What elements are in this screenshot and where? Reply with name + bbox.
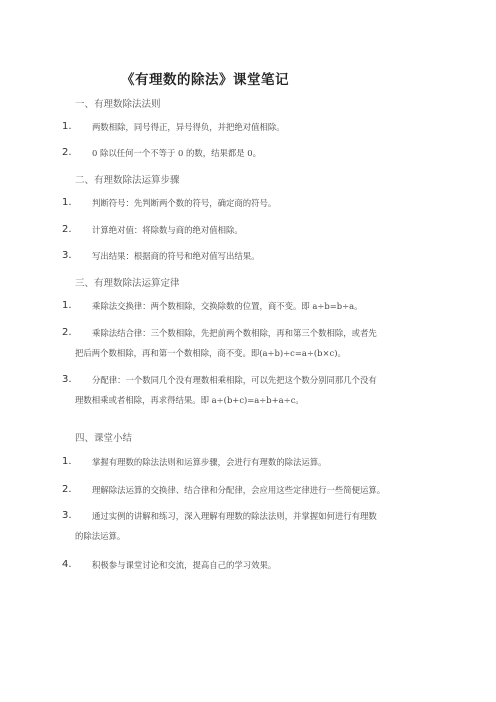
item-text: 0 除以任何一个不等于 0 的数，结果都是 0。: [92, 148, 262, 158]
item-number: 4.: [62, 559, 72, 570]
item-number: 1.: [62, 300, 72, 311]
item-number: 1.: [62, 456, 72, 467]
item-text: 乘除法交换律：两个数相除，交换除数的位置，商不变。即 a÷b=b÷a。: [92, 301, 363, 311]
item-text: 乘除法结合律：三个数相除，先把前两个数相除，再和第三个数相除，或者先: [92, 328, 377, 338]
list-item: [62, 555, 432, 575]
item-text: 掌握有理数的除法法则和运算步骤，会进行有理数的除法运算。: [92, 457, 327, 467]
item-text: 计算绝对值：将除数与商的绝对值相除。: [92, 225, 243, 235]
item-number: 2.: [62, 484, 72, 495]
list-item: [62, 296, 432, 316]
list-item: [62, 193, 432, 213]
section-heading: 二、有理数除法运算步骤: [75, 175, 180, 186]
item-text: 分配律：一个数同几个没有理数相乘相除，可以先把这个数分别同那几个没有: [92, 375, 377, 385]
list-item: [62, 143, 432, 163]
item-number: 3.: [62, 374, 72, 385]
list-item: [62, 323, 432, 363]
item-text: 积极参与课堂讨论和交流，提高自己的学习效果。: [92, 560, 277, 570]
section-heading: 三、有理数除法运算定律: [75, 278, 180, 289]
item-number: 2.: [62, 327, 72, 338]
item-text-continued: 理数相乘或者相除，再求得结果。即 a÷(b+c)=a÷b+a÷c。: [75, 395, 304, 405]
item-number: 2.: [62, 147, 72, 158]
item-number: 3.: [62, 510, 72, 521]
list-item: [62, 506, 432, 546]
list-item: [62, 370, 432, 410]
item-number: 1.: [62, 197, 72, 208]
page-title: 《有理数的除法》课堂笔记: [121, 72, 289, 88]
item-text: 两数相除，同号得正，异号得负，并把绝对值相除。: [92, 122, 285, 132]
list-item: [62, 117, 432, 137]
list-item: [62, 220, 432, 240]
item-number: 2.: [62, 224, 72, 235]
list-item: [62, 452, 432, 472]
item-number: 1.: [62, 121, 72, 132]
list-item: [62, 480, 432, 500]
item-text: 通过实例的讲解和练习，深入理解有理数的除法法则，并掌握如何进行有理数: [92, 511, 377, 521]
item-text: 写出结果：根据商的符号和绝对值写出结果。: [92, 251, 260, 261]
section-heading: 四、课堂小结: [75, 433, 133, 444]
item-text-continued: 把后两个数相除，再和第一个数相除，商不变。即(a÷b)÷c=a÷(b×c)。: [75, 348, 346, 358]
list-item: [62, 246, 432, 266]
item-text-continued: 的除法运算。: [75, 531, 126, 541]
item-text: 判断符号：先判断两个数的符号，确定商的符号。: [92, 198, 277, 208]
item-text: 理解除法运算的交换律、结合律和分配律，会应用这些定律进行一些简便运算。: [92, 485, 386, 495]
item-number: 3.: [62, 250, 72, 261]
section-heading: 一、有理数除法法则: [75, 99, 161, 110]
